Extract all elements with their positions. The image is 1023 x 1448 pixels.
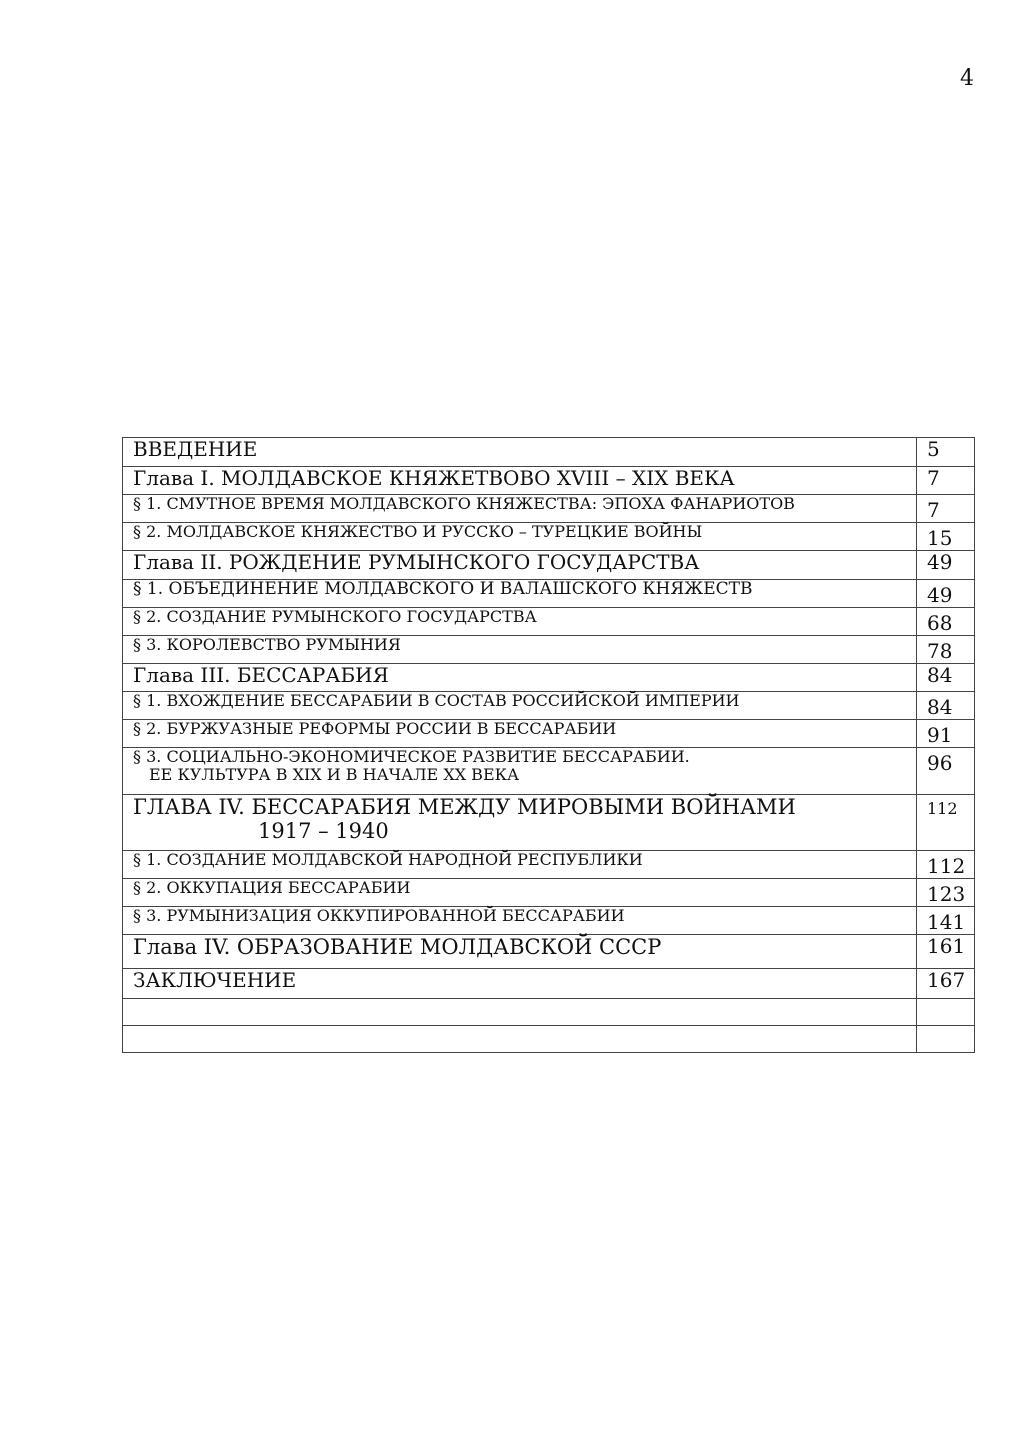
toc-row: [123, 879, 975, 907]
toc-page: 84: [917, 692, 975, 720]
toc-row: [123, 664, 975, 692]
toc-page: 15: [917, 523, 975, 551]
toc-title: § 2. ОККУПАЦИЯ БЕССАРАБИИ: [123, 879, 917, 907]
toc-title: § 1. ВХОЖДЕНИЕ БЕССАРАБИИ В СОСТАВ РОССИЙСКОЙ ИМПЕРИИ: [123, 692, 917, 720]
toc-title-line: ЕЕ КУЛЬТУРА В XIX И В НАЧАЛЕ XX ВЕКА: [149, 765, 520, 785]
toc-page: 167: [917, 969, 975, 999]
toc-page: 5: [917, 438, 975, 467]
toc-row: [123, 748, 975, 795]
toc-row: [123, 580, 975, 608]
toc-row: [123, 851, 975, 879]
toc-title: Глава IV. ОБРАЗОВАНИЕ МОЛДАВСКОЙ СССР: [123, 935, 917, 969]
toc-title: Глава II. РОЖДЕНИЕ РУМЫНСКОГО ГОСУДАРСТВА: [123, 551, 917, 580]
toc-page: 78: [917, 636, 975, 664]
toc-row: [123, 551, 975, 580]
toc-page: 141: [917, 907, 975, 935]
toc-title: [123, 1026, 917, 1053]
toc-page: 112: [917, 851, 975, 879]
toc-row: [123, 969, 975, 999]
toc-row: [123, 438, 975, 467]
toc-row: [123, 935, 975, 969]
toc-page: 7: [917, 495, 975, 523]
toc-page: [917, 1026, 975, 1053]
toc-row: [123, 692, 975, 720]
toc-title: § 1. СМУТНОЕ ВРЕМЯ МОЛДАВСКОГО КНЯЖЕСТВА: ЭПОХА ФАНАРИОТОВ: [123, 495, 917, 523]
toc-title: Глава III. БЕССАРАБИЯ: [123, 664, 917, 692]
toc-title: ВВЕДЕНИЕ: [123, 438, 917, 467]
toc-row-empty: [123, 999, 975, 1026]
toc-page: 91: [917, 720, 975, 748]
toc-title-line: 1917 – 1940: [258, 819, 389, 844]
toc-title: § 2. МОЛДАВСКОЕ КНЯЖЕСТВО И РУССКО – ТУРЕЦКИЕ ВОЙНЫ: [123, 523, 917, 551]
toc-row: [123, 636, 975, 664]
page-number: 4: [960, 66, 974, 91]
toc-title: § 2. СОЗДАНИЕ РУМЫНСКОГО ГОСУДАРСТВА: [123, 608, 917, 636]
toc-page: 96: [917, 748, 975, 795]
toc-row: [123, 467, 975, 495]
toc-title: ЗАКЛЮЧЕНИЕ: [123, 969, 917, 999]
toc-page: 84: [917, 664, 975, 692]
toc-row: [123, 907, 975, 935]
toc-title: [123, 748, 917, 795]
toc-title: § 3. КОРОЛЕВСТВО РУМЫНИЯ: [123, 636, 917, 664]
toc-title: Глава I. МОЛДАВСКОЕ КНЯЖЕТВОВО XVIII – XIX ВЕКА: [123, 467, 917, 495]
toc-row: [123, 523, 975, 551]
toc-title: § 2. БУРЖУАЗНЫЕ РЕФОРМЫ РОССИИ В БЕССАРАБИИ: [123, 720, 917, 748]
toc-title: [123, 795, 917, 851]
toc-title: § 1. ОБЪЕДИНЕНИЕ МОЛДАВСКОГО И ВАЛАШСКОГО КНЯЖЕСТВ: [123, 580, 917, 608]
toc-page: 49: [917, 551, 975, 580]
toc-title: § 3. РУМЫНИЗАЦИЯ ОККУПИРОВАННОЙ БЕССАРАБИИ: [123, 907, 917, 935]
toc-page: 49: [917, 580, 975, 608]
toc-page: 161: [917, 935, 975, 969]
toc-row: [123, 495, 975, 523]
toc-page: [917, 999, 975, 1026]
toc-row: [123, 720, 975, 748]
toc-page: 123: [917, 879, 975, 907]
toc-row: [123, 795, 975, 851]
toc-title-line: ГЛАВА IV. БЕССАРАБИЯ МЕЖДУ МИРОВЫМИ ВОЙНАМИ: [133, 795, 796, 819]
toc-page: 68: [917, 608, 975, 636]
toc-title: [123, 999, 917, 1026]
toc-title-line: § 3. СОЦИАЛЬНО-ЭКОНОМИЧЕСКОЕ РАЗВИТИЕ БЕССАРАБИИ.: [133, 747, 690, 766]
toc-page: 7: [917, 467, 975, 495]
toc-title: § 1. СОЗДАНИЕ МОЛДАВСКОЙ НАРОДНОЙ РЕСПУБЛИКИ: [123, 851, 917, 879]
toc-row: [123, 608, 975, 636]
table-of-contents: [122, 437, 975, 1053]
toc-row-empty: [123, 1026, 975, 1053]
toc-page: 112: [917, 795, 975, 851]
